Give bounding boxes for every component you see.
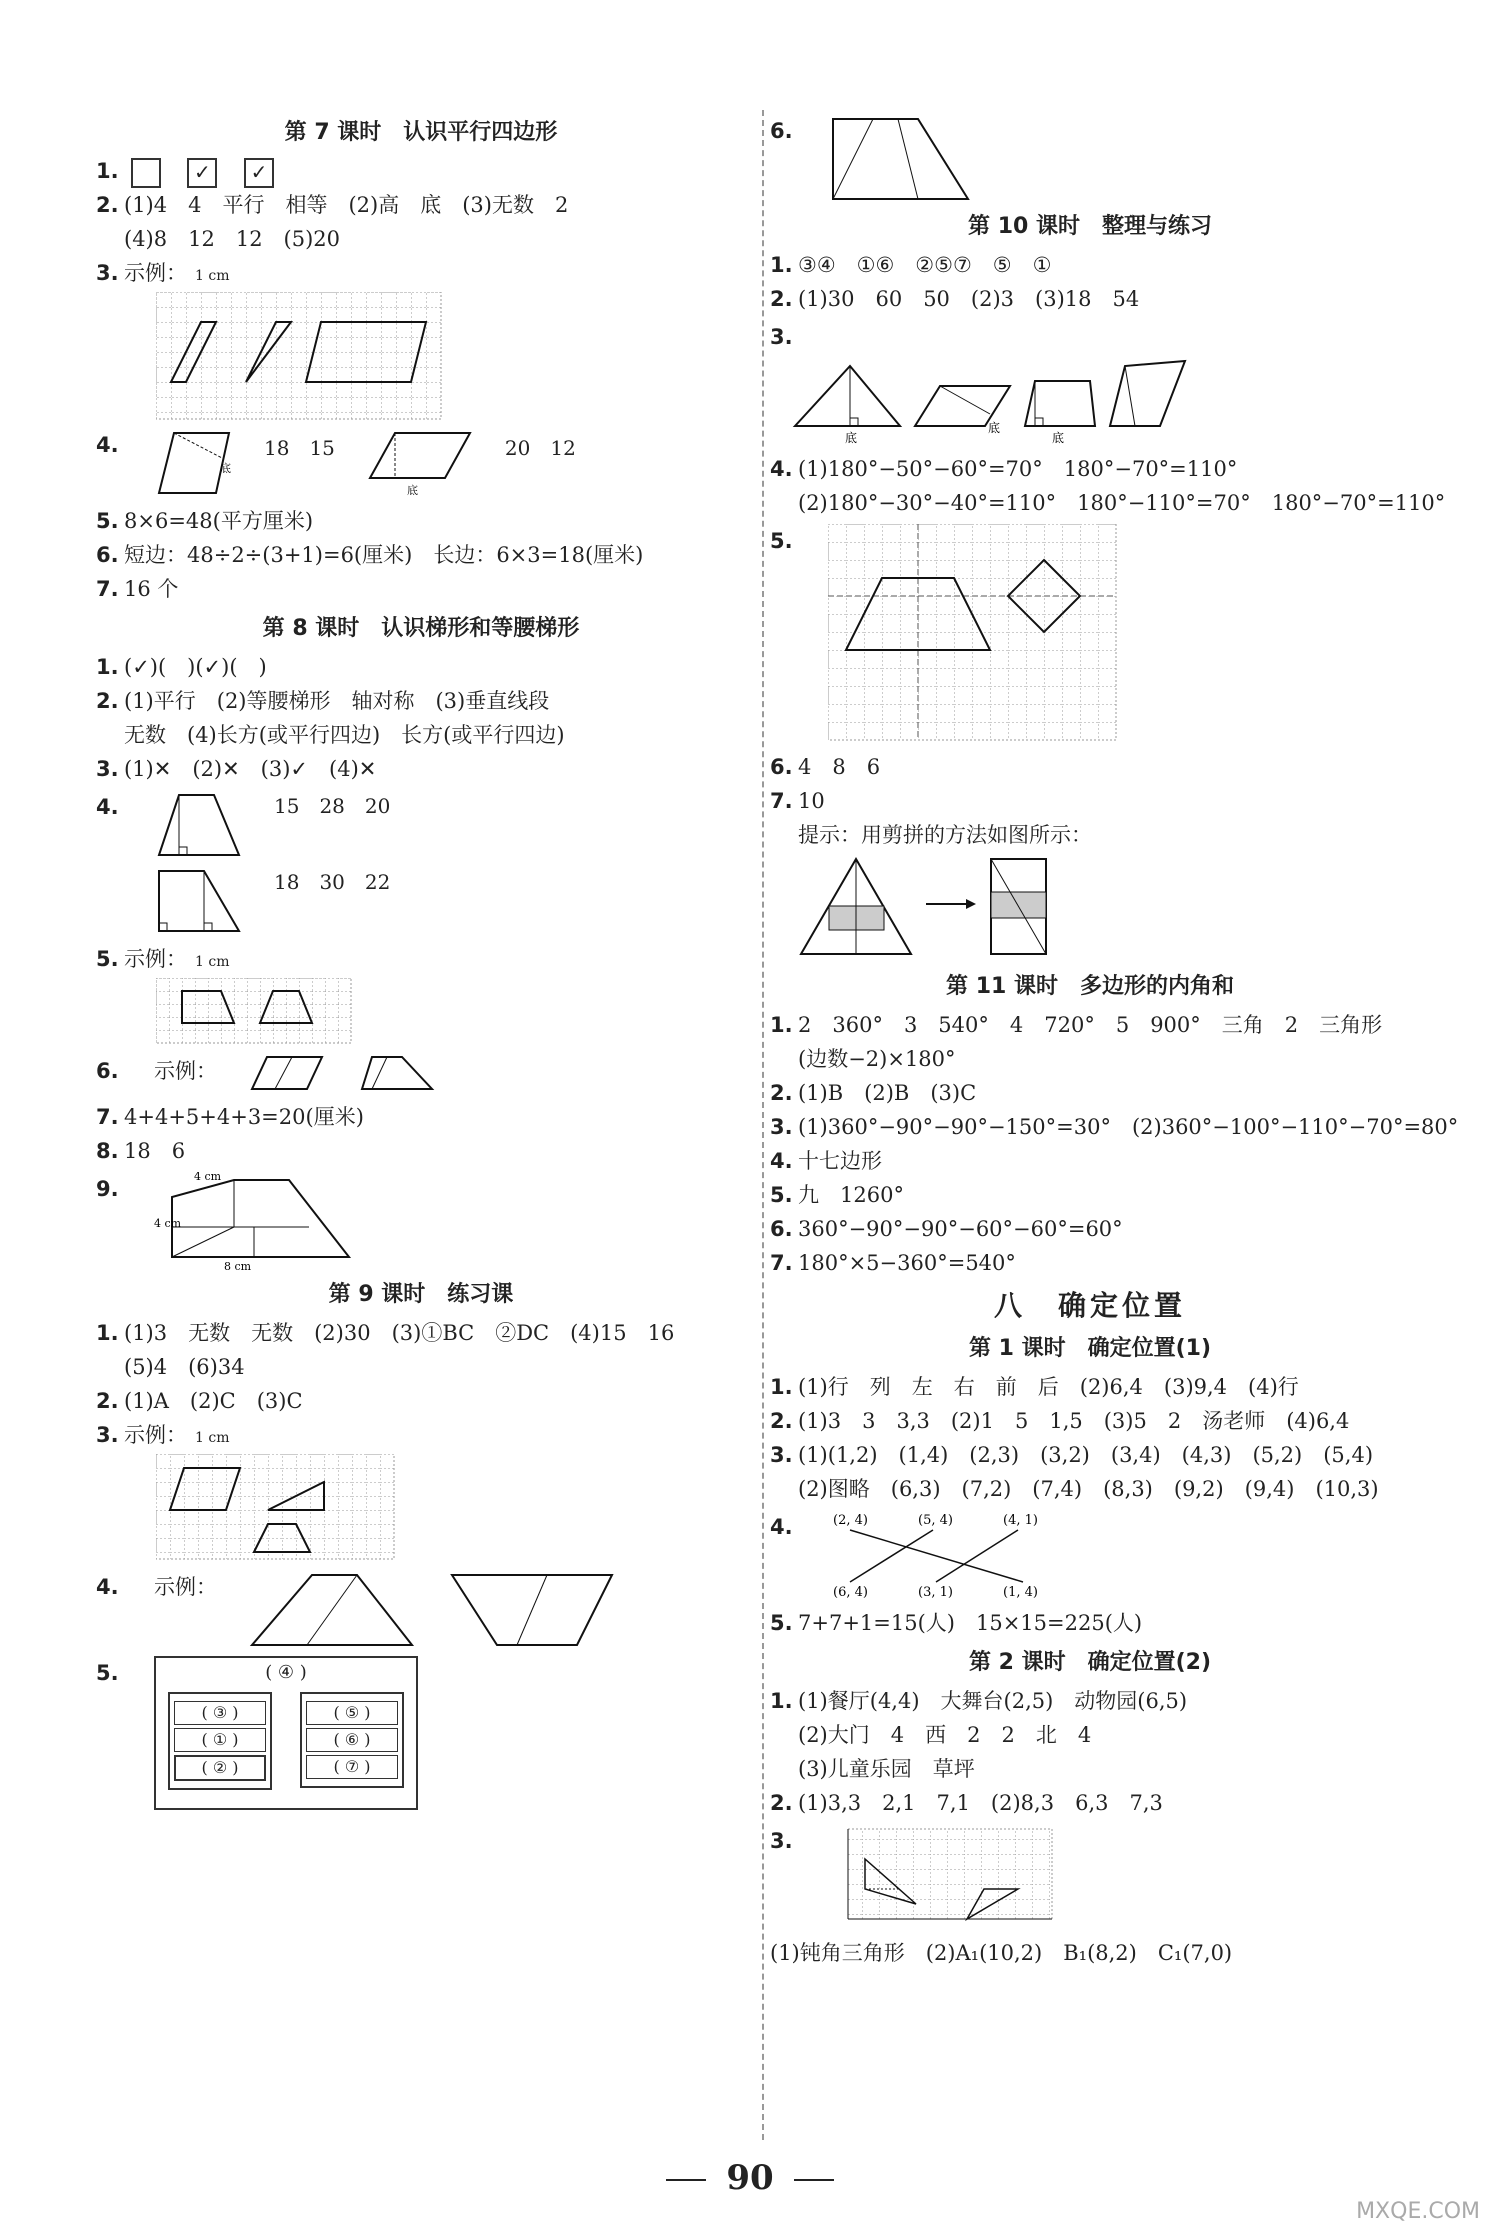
trapezoid-grid-svg [156, 978, 356, 1048]
trapezoid-cut-figure [357, 1054, 437, 1094]
watermark: MXQE.COM [1356, 2199, 1480, 2224]
l8-q8: 8. 18 6 [96, 1139, 186, 1163]
ch8-c2-q3: 3. [770, 1824, 1410, 1934]
l8-q3: 3. (1)✕ (2)✕ (3)✓ (4)✕ [96, 757, 377, 781]
l7-q2b: (4)8 12 12 (5)20 [124, 227, 341, 251]
lesson-8-title: 第 8 课时 认识梯形和等腰梯形 [262, 616, 580, 641]
l9-q3: 3. 示例： 1 cm [96, 1423, 230, 1447]
column-divider [762, 110, 764, 2140]
ch8-c2-q2: 2. (1)3,3 2,1 7,1 (2)8,3 6,3 7,3 [770, 1791, 1163, 1815]
right-trapezoid-figure [154, 866, 244, 936]
ch8-lesson-2-title: 第 2 课时 确定位置(2) [968, 1650, 1212, 1675]
l8-q4-a: 4. 15 28 20 [96, 790, 746, 860]
l11-q1b: (边数−2)×180° [798, 1047, 956, 1071]
l9-q4: 4. 示例： [96, 1570, 746, 1650]
l11-q7: 7. 180°×5−360°=540° [770, 1251, 1016, 1275]
l7-q3-grid-figure [156, 292, 746, 422]
svg-text:(5, 4): (5, 4) [918, 1513, 953, 1528]
l7-q3: 3. 示例： 1 cm [96, 261, 230, 285]
l7-q2a: 2. (1)4 4 平行 相等 (2)高 底 (3)无数 2 [96, 193, 569, 217]
l10-q7: 7. 10 [770, 789, 825, 813]
l11-q1a: 1. 2 360° 3 540° 4 720° 5 900° 三角 2 三角形 [770, 1013, 1383, 1037]
l8-q6: 6. 示例： [96, 1054, 746, 1094]
svg-text:(3, 1): (3, 1) [918, 1585, 953, 1600]
l9-q3-grid-figure [156, 1454, 746, 1564]
ch8-c1-q4: 4. (2, 4) (5, 4) (4, 1) (6, 4) (3, 1) (1, 4) [770, 1510, 1410, 1600]
ch8-lesson-1-title: 第 1 课时 确定位置(1) [968, 1336, 1212, 1361]
coordinate-matching-svg [828, 1510, 1058, 1600]
l11-q3: 3. (1)360°−90°−90°−150°=30° (2)360°−100°−110°−70°=80° [770, 1115, 1459, 1139]
answer-box-3: ✓ [244, 158, 274, 188]
l7-q4: 4. 底 18 15 底 20 12 [96, 428, 746, 498]
l7-q7: 7. 16 个 [96, 577, 179, 601]
svg-text:4 cm: 4 cm [154, 1217, 182, 1230]
chapter-8-title: 八 确定位置 [993, 1289, 1186, 1322]
trapezoid-division-figure [154, 1172, 354, 1272]
l11-q2: 2. (1)B (2)B (3)C [770, 1081, 977, 1105]
l9-q1b: (5)4 (6)34 [124, 1355, 245, 1379]
lesson-11-title: 第 11 课时 多边形的内角和 [946, 974, 1234, 999]
classification-right-group: ( ⑤ ) ( ⑥ ) ( ⑦ ) [300, 1692, 404, 1788]
ch8-c2-q3-answer: (1)钝角三角形 (2)A₁(10,2) B₁(8,2) C₁(7,0) [770, 1941, 1233, 1965]
r-q6-figure: 6. [770, 114, 1410, 204]
l11-q5: 5. 九 1260° [770, 1183, 904, 1207]
trapezoid-split-figure [247, 1570, 417, 1650]
svg-text:底: 底 [406, 484, 418, 497]
parallelogram-cut-answer [828, 114, 978, 204]
classification-diagram: ( ④ ) ( ③ ) ( ① ) ( ② ) ( ⑤ ) ( ⑥ ) ( ⑦ ) [154, 1656, 418, 1810]
ch8-c1-q5: 5. 7+7+1=15(人) 15×15=225(人) [770, 1611, 1143, 1635]
left-column [96, 110, 746, 1816]
l10-q3: 3. [770, 325, 793, 349]
svg-text:8 cm: 8 cm [224, 1260, 252, 1272]
answer-box-2: ✓ [187, 158, 217, 188]
heights-of-shapes-svg [790, 356, 1210, 446]
trapezoid-height-figure [154, 790, 244, 860]
triangle-to-rectangle-svg [796, 854, 1056, 964]
answer-box-1 [131, 158, 161, 188]
l8-q9: 9. 4 cm 4 cm 8 cm [96, 1172, 746, 1272]
l8-q7: 7. 4+4+5+4+3=20(厘米) [96, 1105, 364, 1129]
ch8-c1-q2: 2. (1)3 3 3,3 (2)1 5 1,5 (3)5 2 汤老师 (4)6,4 [770, 1409, 1350, 1433]
lesson-7-title: 第 7 课时 认识平行四边形 [284, 120, 558, 145]
l8-q2a: 2. (1)平行 (2)等腰梯形 轴对称 (3)垂直线段 [96, 689, 550, 713]
symmetry-grid-svg [828, 524, 1128, 744]
parallelogram-base-figure [365, 428, 475, 498]
l8-q1: 1. (✓)( )(✓)( ) [96, 655, 267, 679]
l7-q6: 6. 短边：48÷2÷(3+1)=6(厘米) 长边：6×3=18(厘米) [96, 543, 644, 567]
ch8-c1-q3a: 3. (1)(1,2) (1,4) (2,3) (3,2) (3,4) (4,3) (5,2) (5,4) [770, 1443, 1374, 1467]
parallelogram-height-figure [154, 428, 234, 498]
l10-hint: 提示：用剪拼的方法如图所示： [798, 823, 1092, 847]
l8-q5: 5. 示例： 1 cm [96, 947, 230, 971]
l9-q1a: 1. (1)3 无数 无数 (2)30 (3)①BC ②DC (4)15 16 [96, 1321, 675, 1345]
l8-q2b: 无数 (4)长方(或平行四边) 长方(或平行四边) [124, 723, 565, 747]
svg-text:底: 底 [845, 431, 858, 445]
ch8-c2-q1b: (2)大门 4 西 2 2 北 4 [798, 1723, 1092, 1747]
coordinate-triangle-grid-svg [828, 1824, 1068, 1934]
l10-q4b: (2)180°−30°−40°=110° 180°−110°=70° 180°−70°=110° [798, 491, 1446, 515]
l10-q1: 1. ③④ ①⑥ ②⑤⑦ ⑤ ① [770, 253, 1052, 277]
l10-q3-figures [790, 356, 1410, 446]
l10-q6: 6. 4 8 6 [770, 755, 881, 779]
l7-q5: 5. 8×6=48(平方厘米) [96, 509, 314, 533]
l10-q4a: 4. (1)180°−50°−60°=70° 180°−70°=110° [770, 457, 1238, 481]
lesson-9-title: 第 9 课时 练习课 [328, 1282, 514, 1307]
l7-q1: 1. ✓ ✓ [96, 154, 746, 188]
classification-left-group: ( ③ ) ( ① ) ( ② ) [168, 1692, 272, 1790]
l10-q5: 5. [770, 524, 1410, 744]
parallelogram-grid-svg [156, 292, 456, 422]
svg-text:底: 底 [1052, 431, 1065, 445]
svg-text:(6, 4): (6, 4) [833, 1585, 868, 1600]
practice-grid-svg [156, 1454, 406, 1564]
ch8-c2-q1a: 1. (1)餐厅(4,4) 大舞台(2,5) 动物园(6,5) [770, 1689, 1188, 1713]
l11-q4: 4. 十七边形 [770, 1149, 882, 1173]
right-column [770, 110, 1459, 1970]
svg-text:(2, 4): (2, 4) [833, 1513, 868, 1528]
l10-cut-paste-figure [796, 854, 1410, 964]
l8-q4-b: 18 30 22 [154, 866, 746, 936]
inverted-trapezoid-figure [447, 1570, 617, 1650]
lesson-10-title: 第 10 课时 整理与练习 [968, 214, 1212, 239]
ch8-c1-q1: 1. (1)行 列 左 右 前 后 (2)6,4 (3)9,4 (4)行 [770, 1375, 1299, 1399]
parallelogram-cut-figure [247, 1054, 327, 1094]
l8-q5-grid-figure [156, 978, 746, 1048]
l10-q2: 2. (1)30 60 50 (2)3 (3)18 54 [770, 287, 1140, 311]
svg-text:底: 底 [988, 421, 1001, 435]
svg-text:4 cm: 4 cm [194, 1172, 222, 1183]
l11-q6: 6. 360°−90°−90°−60°−60°=60° [770, 1217, 1123, 1241]
l9-q2: 2. (1)A (2)C (3)C [96, 1389, 303, 1413]
l9-q5: 5. ( ④ ) ( ③ ) ( ① ) ( ② ) ( ⑤ ) ( ⑥ ) ( ⑦ ) [96, 1656, 746, 1810]
page-number: 90 [0, 2158, 1500, 2198]
ch8-c2-q1c: (3)儿童乐园 草坪 [798, 1757, 975, 1781]
ch8-c1-q3b: (2)图略 (6,3) (7,2) (7,4) (8,3) (9,2) (9,4) (10,3) [798, 1477, 1379, 1501]
svg-text:(1, 4): (1, 4) [1003, 1585, 1038, 1600]
svg-text:(4, 1): (4, 1) [1003, 1513, 1038, 1528]
svg-text:底: 底 [220, 462, 231, 475]
